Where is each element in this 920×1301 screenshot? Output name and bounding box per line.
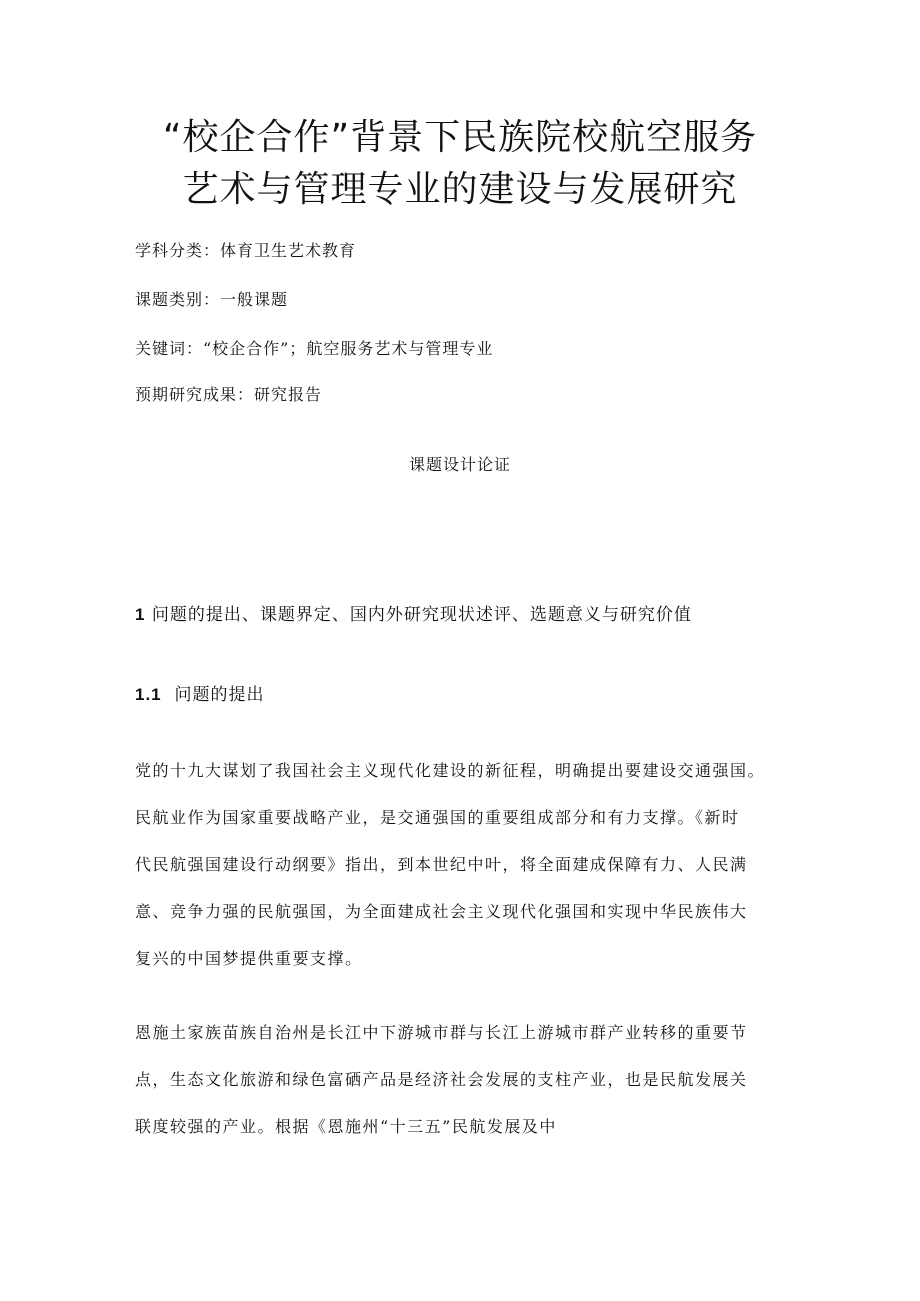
- paragraph-2-line: 联度较强的产业。根据《恩施州“十三五”民航发展及中: [135, 1117, 557, 1136]
- meta-subject-category: 学科分类：体育卫生艺术教育: [135, 241, 357, 260]
- meta-keywords: 关键词：“校企合作”；航空服务艺术与管理专业: [135, 339, 494, 358]
- paragraph-1-line: 民航业作为国家重要战略产业，是交通强国的重要组成部分和有力支撑。《新时: [135, 808, 740, 827]
- document-title-line-1: “校企合作”背景下民族院校航空服务: [162, 117, 758, 158]
- paragraph-2-line: 点，生态文化旅游和绿色富硒产品是经济社会发展的支柱产业，也是民航发展关: [135, 1070, 748, 1089]
- section-1-1-number: 1.1: [135, 685, 162, 704]
- section-1-number: 1: [135, 605, 146, 624]
- section-heading-design-argument: 课题设计论证: [408, 455, 511, 474]
- meta-project-type: 课题类别：一般课题: [135, 290, 289, 309]
- paragraph-1-line: 复兴的中国梦提供重要支撑。: [135, 949, 363, 968]
- paragraph-1-line: 党的十九大谋划了我国社会主义现代化建设的新征程，明确提出要建设交通强国。: [135, 761, 766, 780]
- paragraph-1-line: 代民航强国建设行动纲要》指出，到本世纪中叶，将全面建成保障有力、人民满: [135, 855, 748, 874]
- section-1-1-title: 问题的提出: [174, 685, 265, 705]
- paragraph-1: [135, 761, 795, 996]
- meta-expected-outcome: 预期研究成果：研究报告: [135, 385, 323, 404]
- paragraph-1-line: 意、竞争力强的民航强国，为全面建成社会主义现代化强国和实现中华民族伟大: [135, 902, 748, 921]
- section-1-heading: [135, 606, 692, 624]
- paragraph-2: [135, 1023, 795, 1164]
- document-title-line-2: 艺术与管理专业的建设与发展研究: [182, 169, 738, 210]
- paragraph-2-line: 恩施土家族苗族自治州是长江中下游城市群与长江上游城市群产业转移的重要节: [135, 1023, 748, 1042]
- section-1-1-heading: [135, 686, 264, 704]
- section-1-title: 问题的提出、课题界定、国内外研究现状述评、选题意义与研究价值: [151, 605, 692, 625]
